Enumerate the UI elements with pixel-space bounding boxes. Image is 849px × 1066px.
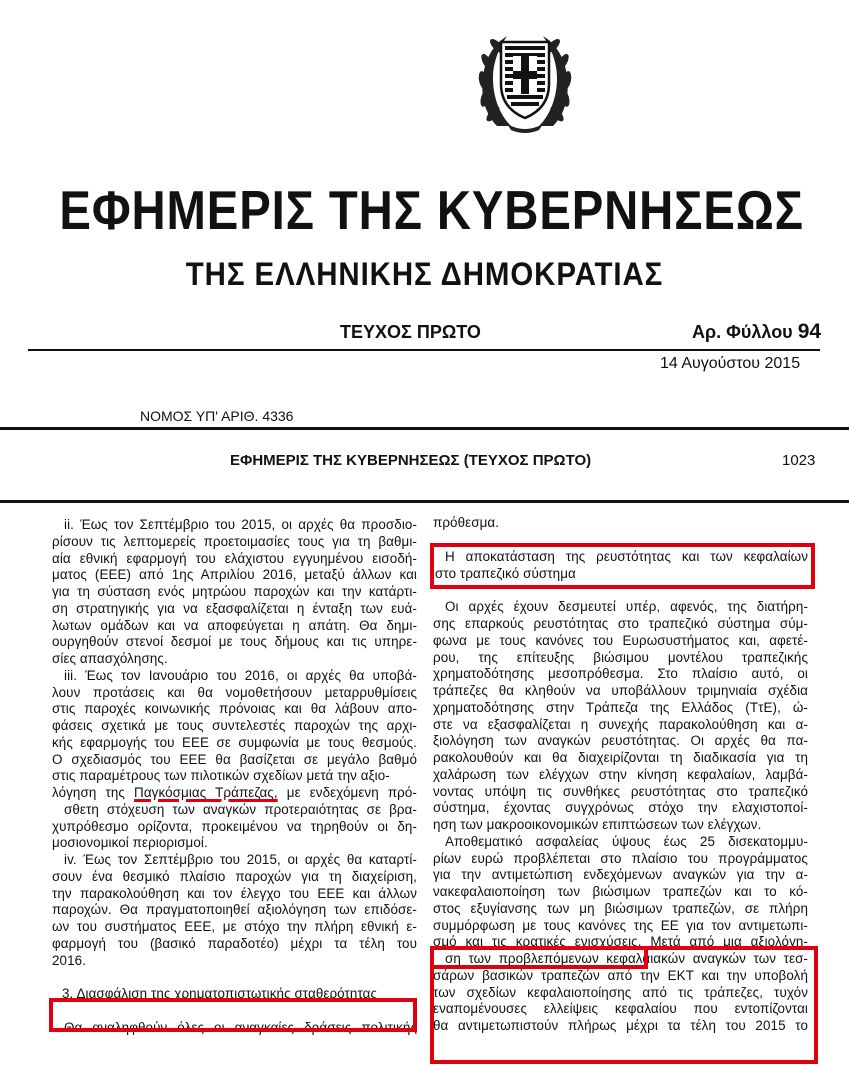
highlight-box-liquidity-heading	[430, 543, 815, 589]
text-line: ρίσουν τις λεπτομερείς προετοιμασίες τους για τη βαθμι-	[52, 533, 417, 549]
buffer-split-pre: σμό και τις κρατικές ενισχύσεις.	[433, 934, 642, 950]
running-head: ΕΦΗΜΕΡΙΣ ΤΗΣ ΚΥΒΕΡΝΗΣΕΩΣ (ΤΕΥΧΟΣ ΠΡΩΤΟ)	[230, 452, 592, 469]
page-divider	[0, 427, 849, 430]
text-line: των σχεδίων κεφαλαιοποίησης από τις τράπεζες, τυχόν	[433, 984, 808, 1000]
text-line: Οι αρχές έχουν δεσμευτεί υπέρ, αφενός, της διατήρη-	[445, 599, 808, 615]
text-line: ρακολουθούν και θα διαχειρίζονται τη διαδικασία για τη	[433, 750, 808, 765]
issue-type: ΤΕΥΧΟΣ ΠΡΩΤΟ	[340, 322, 481, 342]
gazette-subtitle: ΤΗΣ ΕΛΛΗΝΙΚΗΣ ΔΗΜΟΚΡΑΤΙΑΣ	[185, 256, 664, 292]
item-iii-lines	[52, 668, 417, 785]
text-line: ση των προβλεπόμενων κεφαλαιακών αναγκών των τεσ-	[445, 951, 808, 966]
left-column	[52, 517, 417, 1037]
running-head-rule	[0, 500, 849, 503]
text-line: στις παροχές κοινωνικής πρόνοιας και θα λάβουν απο-	[52, 701, 417, 717]
paragraph-item-ii	[52, 517, 417, 668]
text-line: στο τραπεζικό σύστημα	[435, 565, 576, 581]
text-line: ρου, της επίτευξης βιώσιμου μοντέλου τραπεζικής	[433, 649, 808, 665]
page-number: 1023	[782, 452, 816, 469]
text-line: σθετη στόχευση των αναγκών προτεραιότητας σε βρα-	[64, 801, 417, 817]
text-line: Ο σχεδιασμός του ΕΕΕ θα βασίζεται σε μεγάλο βαθμό	[52, 751, 417, 767]
coat-of-arms-emblem	[477, 22, 573, 134]
item-iii-highlight-line	[52, 785, 417, 802]
text-line: φαρμογή του (βασικό παραδοτέο) μέχρι τα τέλη του	[52, 935, 417, 951]
text-line: σίες απασχόλησης.	[52, 651, 168, 666]
text-line: αία εθνική εφαρμογή του ελάχιστου εγγυημένου εισοδή-	[52, 550, 417, 566]
paragraph-last: Θα αναληφθούν όλες οι αναγκαίες δράσεις πολιτικής	[64, 1020, 417, 1035]
world-bank-highlight: Παγκόσμιας Τράπεζας,	[134, 785, 278, 800]
text-line: φάσεις σχετικά με τους συντελεστές παροχών της αρχι-	[52, 718, 417, 733]
text-line: χρηματοδότησης στην Τράπεζα της Ελλάδος (ΤτΕ), ώ-	[433, 699, 808, 715]
text-line: στος εξυγίανσης των μη βιώσιμων τραπεζών, σε πλήρη	[433, 900, 808, 916]
text-line: στε να εξασφαλίζεται η συνεχής παρακολούθηση και α-	[433, 716, 808, 732]
highlight-box-notch	[430, 946, 648, 969]
text-line: iii. Έως τον Ιανουάριο του 2016, οι αρχές θα υποβά-	[64, 667, 417, 683]
text-line: ματος (ΕΕΕ) από 1ης Απριλίου 2016, μεταξύ άλλων και	[52, 567, 417, 583]
paragraph-item-iii	[52, 668, 417, 852]
text-line: λουν προτάσεις και θα νομοθετήσουν μεταρρυθμίσεις	[52, 684, 417, 700]
highlight-box-section-3	[49, 998, 417, 1032]
sheet-value: 94	[797, 320, 822, 343]
text-line: χαλάρωση των ελέγχων στην κίνηση κεφαλαίων, λαμβά-	[433, 766, 808, 782]
text-line: παροχών. Θα πραγματοποιηθεί αξιολόγηση των επιδόσε-	[52, 902, 417, 918]
text-line: μοσιονομικοί περιορισμοί.	[52, 835, 208, 851]
issue-date: 14 Αυγούστου 2015	[660, 355, 801, 372]
law-number: ΝΟΜΟΣ ΥΠ' ΑΡΙΘ. 4336	[140, 408, 294, 424]
text-line: ηση των μακροοικονομικών επιπτώσεων των ελέγχων.	[433, 817, 762, 832]
text-line: συμμόρφωση με τους κανόνες της ΕΕ για τον αντιμετωπι-	[433, 917, 808, 933]
text-line: Αποθεματικό ασφαλείας ύψους έως 25 δισεκατομμυ-	[445, 833, 808, 849]
text-line: κής εφαρμογής του ΕΕΕ σε συμφωνία με τους θεσμούς.	[52, 734, 417, 750]
text-line: ii. Έως τον Σεπτέμβριο του 2015, οι αρχές θα προσδιο-	[64, 517, 417, 532]
text-line: ουργηθούν στενοί δεσμοί με τους δήμους και τις υπηρε-	[52, 634, 417, 650]
sheet-number	[692, 320, 821, 344]
text-line: σάρων βασικών τραπεζών από την ΕΚΤ και την υποβολή	[433, 967, 808, 983]
text-line: φωνα με τους κανόνες του Ευρωσυστήματος και, αφετέ-	[433, 632, 808, 648]
text-line: 2016.	[52, 952, 87, 968]
text-line: εναπομένουσες ελλείψεις κεφαλαίου που εντοπίζονται	[433, 1001, 808, 1017]
buffer-lines	[433, 834, 808, 935]
text-line: σουν ένα θεσμικό πλαίσιο παροχών για τη διαχείριση,	[52, 868, 417, 884]
text-line: ρίων ευρώ προβλέπεται στο πλαίσιο του προγράμματος	[433, 850, 808, 866]
text-line: ξιολόγηση των αναγκών ρευστότητας. Οι αρχές θα πα-	[433, 733, 808, 749]
text-line: ση στρατηγικής για να εξασφαλίζεται η ένταξη των ευά-	[52, 600, 417, 616]
text-line: για τη σύσταση ενός μητρώου παροχών και την κατάρτι-	[52, 584, 417, 599]
paragraph-liquidity	[433, 599, 808, 834]
text-line: Η αποκατάσταση της ρευστότητας και των κεφαλαίων	[445, 548, 808, 564]
text-line: την παρακολούθηση και τον έλεγχο του ΕΕΕ και άλλων	[52, 885, 417, 901]
text-line: σύστημα, έχοντας συγχρόνως στόχο την ελαχιστοποί-	[433, 800, 808, 816]
text-line: τράπεζες θα κληθούν να υποβάλλουν τριμηνιαία σχέδια	[433, 683, 808, 698]
text-line: λωτων ομάδων και να αποφεύγεται η απάτη. Θα δημι-	[52, 617, 417, 633]
gazette-title: ΕΦΗΜΕΡΙΣ ΤΗΣ ΚΥΒΕΡΝΗΣΕΩΣ	[59, 179, 804, 241]
text-line: ων του συστήματος ΕΕΕ, με στόχο την πλήρη εθνική ε-	[52, 919, 417, 934]
text-line: χρηματοδότησης μεσοπρόθεσμα. Στο πλαίσιο αυτό, οι	[433, 666, 808, 682]
item-iii-post: με ενδεχόμενη πρό-	[286, 785, 417, 800]
text-line: σης επαρκούς ρευστότητας στο τραπεζικό σύστημα σύμ-	[433, 616, 808, 631]
text-line: χυπρόθεσμο ορίζοντα, προκειμένου να τηρηθούν οι δη-	[52, 818, 417, 834]
text-line: iv. Έως τον Σεπτέμβριο του 2015, οι αρχές θα καταρτί-	[64, 852, 417, 867]
text-line: θα αντιμετωπιστούν πλήρως μέχρι τα τέλη του 2015 το	[433, 1018, 808, 1033]
item-iii-pre: λόγηση της	[52, 785, 125, 800]
paragraph-item-iv	[52, 852, 417, 969]
text-line: νοντας υπόψη τις συνθήκες ρευστότητας στο τραπεζικό	[433, 783, 808, 799]
text-line: νακεφαλαιοποίηση των βιώσιμων τραπεζών και το κό-	[433, 884, 808, 899]
text-line: για την αντιμετώπιση ενδεχόμενων αναγκών για την α-	[433, 867, 808, 883]
item-iii-lines-after	[52, 802, 417, 852]
sheet-label: Αρ. Φύλλου	[692, 322, 793, 342]
paragraph-continuation: πρόθεσμα.	[433, 515, 500, 530]
buffer-split-post: Μετά από μια αξιολόγη-	[650, 934, 808, 950]
header-rule	[28, 349, 820, 351]
section-heading: 3. Διασφάλιση της χρηματοπιστωτικής σταθερότητας	[62, 986, 378, 1002]
text-line: στις παραμέτρους των πιλοτικών σχεδίων μετά την αξιο-	[52, 768, 390, 784]
